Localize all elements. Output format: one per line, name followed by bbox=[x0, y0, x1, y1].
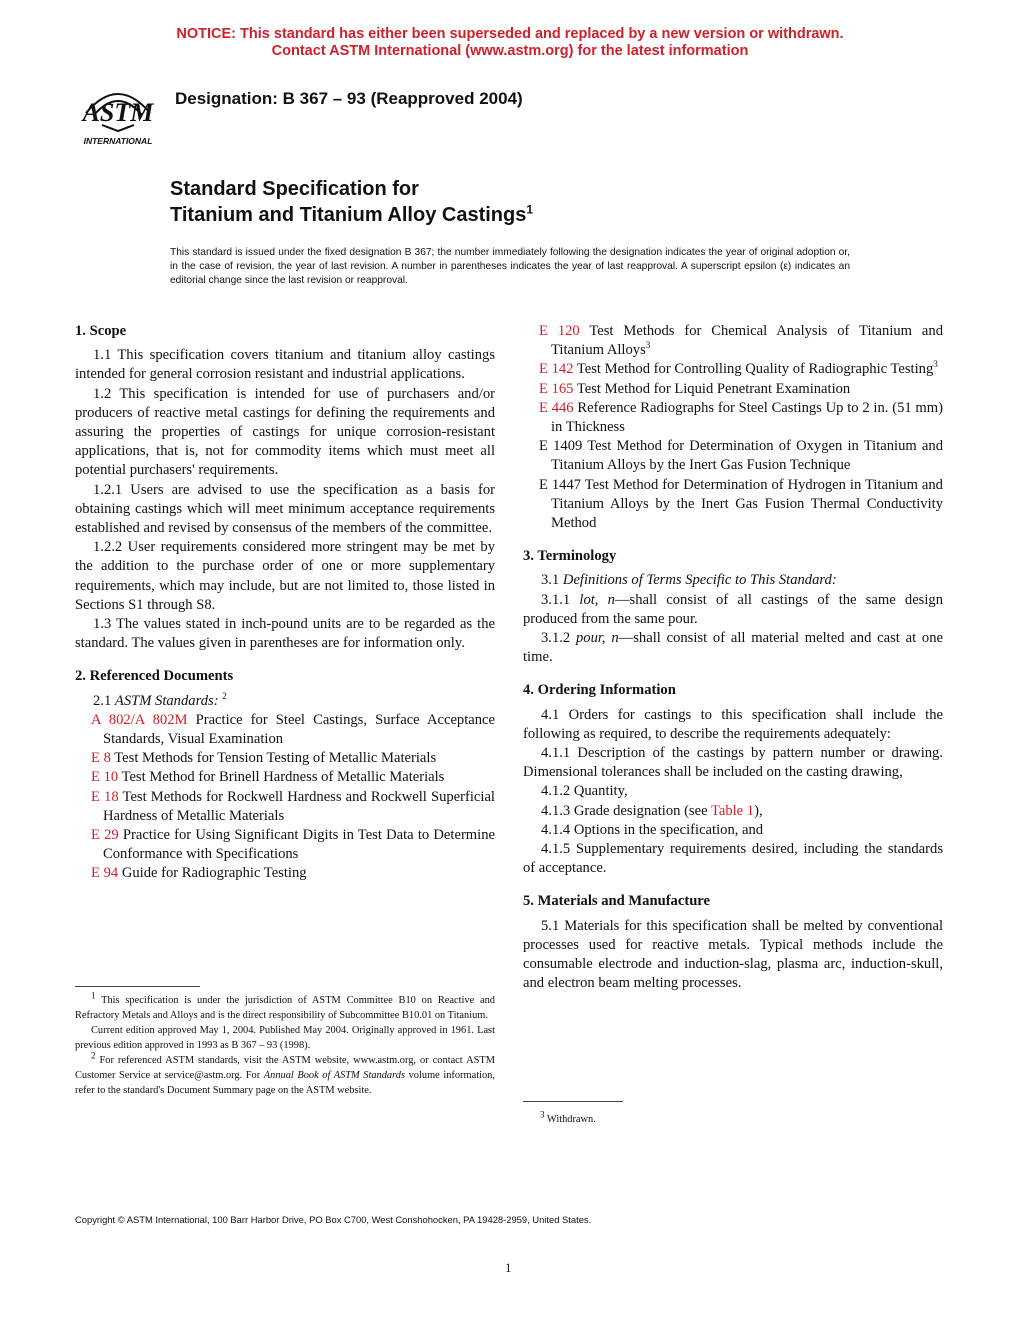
right-column bbox=[523, 322, 943, 994]
astm-logo bbox=[72, 75, 164, 147]
reference-item: A 802/A 802M Practice for Steel Castings, Surface Acceptance Standards, Visual Examination bbox=[91, 711, 496, 748]
footnote-1: $^1$ This specification is under the jurisdiction of ASTM Committee B10 on Reactive and Refractory Metals and Alloys and is the direct responsibility of Subcommittee B10.01 on Titanium. bbox=[75, 990, 495, 1021]
reference-item: E 18 Test Methods for Rockwell Hardness and Rockwell Superficial Hardness of Metallic Materials bbox=[91, 788, 495, 824]
title-line-2: Titanium and Titanium Alloy Castings bbox=[170, 204, 527, 226]
reference-item: E 1447 Test Method for Determination of Hydrogen in Titanium and Titanium Alloys by the Inert Gas Fusion Thermal Conductivity Method bbox=[539, 476, 943, 532]
paragraph-4-1-4: 4.1.4 Options in the specification, and bbox=[541, 821, 764, 838]
section-heading-scope: 1. Scope bbox=[75, 323, 127, 339]
reference-item: E 120 Test Methods for Chemical Analysis of Titanium and Titanium Alloys$^3$ bbox=[539, 323, 943, 359]
page-number: 1 bbox=[505, 1260, 512, 1275]
reference-link[interactable]: E 446 bbox=[539, 399, 574, 416]
footnote-1-current: Current edition approved May 1, 2004. Published May 2004. Originally approved in 1961. Last previous edition approved in 1993 as B 367 – 93 (1998). bbox=[75, 1025, 495, 1051]
intro-paragraph: This standard is issued under the fixed designation B 367; the number immediately following the designation indicates the year of original adoption or, in the case of revision, the year of last revision. A number in parentheses indicates the year of last reapproval. A superscript epsilon (ε) indicates an editorial change since the last revision or reapproval. bbox=[170, 247, 850, 286]
table-1-link[interactable]: Table 1 bbox=[710, 802, 755, 819]
reference-link[interactable]: A 802/A 802M bbox=[91, 711, 188, 728]
reference-link[interactable]: E 8 bbox=[91, 750, 111, 767]
footnote-divider-left bbox=[75, 986, 200, 987]
reference-link[interactable]: E 29 bbox=[91, 827, 119, 844]
reference-link[interactable]: E 18 bbox=[91, 788, 119, 805]
paragraph-5-1: 5.1 Materials for this specification shall be melted by conventional processes used for reactive metals. Typical methods include the consumable electrode and induction-slag, plasma arc, induction-skull, and electron beam melting processes. bbox=[523, 917, 943, 992]
reference-link[interactable]: E 10 bbox=[91, 769, 119, 786]
paragraph-3-1-1: 3.1.1 lot, n—shall consist of all castings of the same design produced from the same pour. bbox=[523, 591, 944, 627]
paragraph-1-2-2: 1.2.2 User requirements considered more stringent may be met by the addition to the purchase order of one or more supplementary requirements, which may include, but are not limited to, those listed in Sections S1 through S8. bbox=[75, 539, 495, 613]
paragraph-1-1: 1.1 This specification covers titanium and titanium alloy castings intended for general corrosion resistant and industrial applications. bbox=[75, 347, 495, 383]
notice-line-2: Contact ASTM International (www.astm.org) for the latest information bbox=[271, 43, 749, 59]
reference-link[interactable]: E 142 bbox=[539, 361, 574, 378]
reference-item: E 8 Test Methods for Tension Testing of Metallic Materials bbox=[91, 750, 437, 767]
paragraph-3-1: 3.1 Definitions of Terms Specific to This Standard: bbox=[541, 572, 837, 589]
reference-item: E 29 Practice for Using Significant Digits in Test Data to Determine Conformance with Specifications bbox=[91, 827, 495, 863]
reference-item: E 165 Test Method for Liquid Penetrant Examination bbox=[539, 380, 851, 397]
reference-item: E 1409 Test Method for Determination of Oxygen in Titanium and Titanium Alloys by the Inert Gas Fusion Technique bbox=[539, 438, 943, 474]
reference-item: E 94 Guide for Radiographic Testing bbox=[91, 865, 307, 882]
copyright-line: Copyright © ASTM International, 100 Barr Harbor Drive, PO Box C700, West Conshohocken, PA 19428-2959, United States. bbox=[75, 1214, 592, 1225]
reference-code: E 1447 bbox=[539, 476, 582, 493]
notice-banner bbox=[0, 26, 1020, 60]
paragraph-4-1: 4.1 Orders for castings to this specification shall include the following as required, to describe the requirements adequately: bbox=[523, 706, 943, 742]
reference-link[interactable]: E 94 bbox=[91, 865, 119, 882]
notice-line-1: NOTICE: This standard has either been superseded and replaced by a new version or withdrawn. bbox=[176, 26, 844, 42]
footnote-3: $^3$ Withdrawn. bbox=[540, 1109, 596, 1125]
reference-item: E 446 Reference Radiographs for Steel Castings Up to 2 in. (51 mm) in Thickness bbox=[539, 399, 943, 436]
reference-code: E 1409 bbox=[539, 438, 583, 455]
designation: Designation: B 367 – 93 (Reapproved 2004) bbox=[175, 89, 523, 108]
paragraph-1-2-1: 1.2.1 Users are advised to use the specification as a basis for obtaining castings which will meet minimum acceptance requirements established and revised by consensus of the members of the committee. bbox=[75, 481, 495, 537]
paragraph-4-1-1: 4.1.1 Description of the castings by pattern number or drawing. Dimensional tolerances shall be included on the casting drawing, bbox=[523, 745, 943, 781]
reference-item: E 10 Test Method for Brinell Hardness of Metallic Materials bbox=[91, 769, 445, 786]
paragraph-3-1-2: 3.1.2 pour, n—shall consist of all material melted and cast at one time. bbox=[523, 630, 943, 666]
footnote-2: $^2$ For referenced ASTM standards, visit the ASTM website, www.astm.org, or contact ASTM Customer Service at service@astm.org. For Annual Book of ASTM Standards volume information, refer to the standard's Document Summary page on the ASTM website. bbox=[75, 1050, 495, 1096]
paragraph-2-1: 2.1 ASTM Standards: $^2$ bbox=[93, 690, 227, 709]
document-title bbox=[170, 176, 533, 228]
footnotes-left bbox=[75, 990, 495, 1098]
paragraph-4-1-2: 4.1.2 Quantity, bbox=[541, 783, 628, 800]
section-heading-ordering: 4. Ordering Information bbox=[523, 682, 676, 699]
section-heading-referenced-documents: 2. Referenced Documents bbox=[75, 668, 234, 685]
reference-item: E 142 Test Method for Controlling Quality of Radiographic Testing$^3$ bbox=[539, 359, 938, 378]
footnote-divider-right bbox=[523, 1101, 623, 1102]
paragraph-4-1-5: 4.1.5 Supplementary requirements desired, including the standards of acceptance. bbox=[523, 841, 943, 877]
paragraph-1-3: 1.3 The values stated in inch-pound units are to be regarded as the standard. The values given in parentheses are for information only. bbox=[75, 616, 495, 652]
title-footnote-ref[interactable]: 1 bbox=[526, 202, 534, 217]
section-heading-materials: 5. Materials and Manufacture bbox=[523, 893, 710, 910]
paragraph-4-1-3: 4.1.3 Grade designation (see Table 1), bbox=[541, 802, 763, 819]
reference-link[interactable]: E 120 bbox=[539, 323, 580, 339]
logo-subtext: INTERNATIONAL bbox=[83, 136, 153, 146]
logo-letters: ASTM bbox=[82, 98, 154, 127]
title-line-1: Standard Specification for bbox=[170, 178, 419, 200]
left-column bbox=[75, 322, 495, 884]
paragraph-1-2: 1.2 This specification is intended for use of purchasers and/or producers of reactive metal castings for defining the requirements and assuring the properties of castings for unique corrosion-resistant applications, that is, not for commodity items which must meet all potential purchasers' requirements. bbox=[75, 385, 495, 479]
section-heading-terminology: 3. Terminology bbox=[523, 548, 617, 565]
reference-link[interactable]: E 165 bbox=[539, 380, 574, 397]
